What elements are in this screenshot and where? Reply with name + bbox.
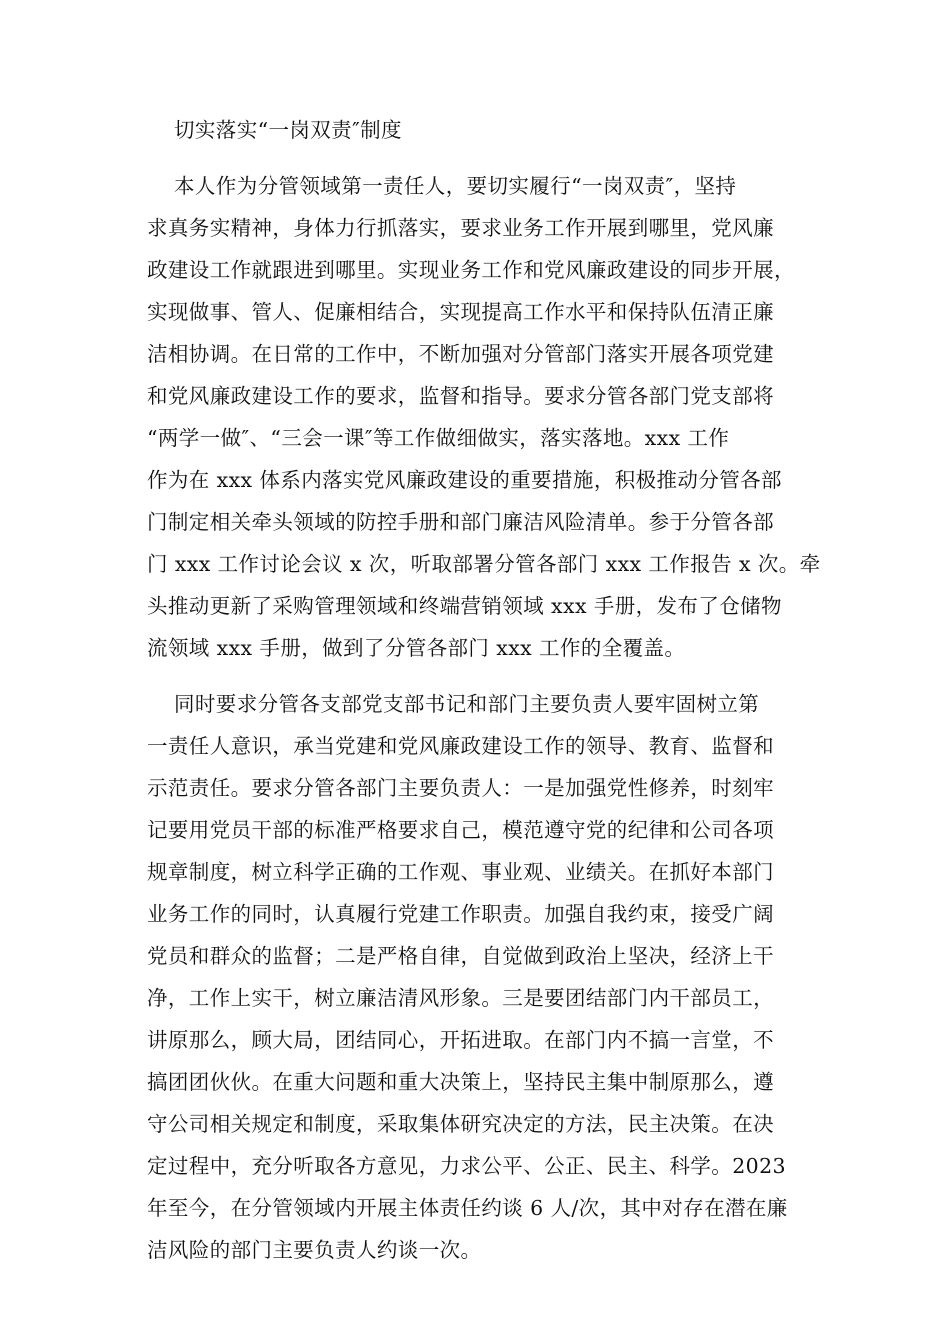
paragraph-line: “两学一做″、“三会一课″等工作做细做实，落实落地。xxx 工作 <box>147 426 730 450</box>
paragraph-line: 流领域 xxx 手册，做到了分管各部门 xxx 工作的全覆盖。 <box>147 636 686 660</box>
paragraph-line: 作为在 xxx 体系内落实党风廉政建设的重要措施，积极推动分管各部 <box>147 468 782 492</box>
paragraph-line: 示范责任。要求分管各部门主要负责人：一是加强党性修养，时刻牢 <box>147 776 774 800</box>
paragraph-line: 搞团团伙伙。在重大问题和重大决策上，坚持民主集中制原那么，遵 <box>147 1070 774 1094</box>
paragraph-line: 一责任人意识，承当党建和党风廉政建设工作的领导、教育、监督和 <box>147 734 774 758</box>
paragraph-line: 业务工作的同时，认真履行党建工作职责。加强自我约束，接受广阔 <box>147 902 774 926</box>
paragraph-line: 洁风险的部门主要负责人约谈一次。 <box>147 1238 482 1262</box>
paragraph-line: 门制定相关牵头领域的防控手册和部门廉洁风险清单。参于分管各部 <box>147 510 774 534</box>
paragraph-line: 讲原那么，顾大局，团结同心，开拓进取。在部门内不搞一言堂，不 <box>147 1028 774 1052</box>
paragraph-line: 本人作为分管领域第一责任人，要切实履行“一岗双责″，坚持 <box>174 174 737 198</box>
paragraph-line: 净，工作上实干，树立廉洁清风形象。三是要团结部门内干部员工， <box>147 986 774 1010</box>
paragraph-line: 年至今，在分管领域内开展主体责任约谈 6 人/次，其中对存在潜在廉 <box>147 1196 788 1220</box>
paragraph-line: 同时要求分管各支部党支部书记和部门主要负责人要牢固树立第 <box>174 692 760 716</box>
paragraph-line: 政建设工作就跟进到哪里。实现业务工作和党风廉政建设的同步开展， <box>147 258 795 282</box>
paragraph-line: 实现做事、管人、促廉相结合，实现提高工作水平和保持队伍清正廉 <box>147 300 774 324</box>
paragraph-line: 记要用党员干部的标准严格要求自己，模范遵守党的纪律和公司各项 <box>147 818 774 842</box>
section-heading: 切实落实“一岗双责″制度 <box>174 118 402 142</box>
paragraph-line: 洁相协调。在日常的工作中，不断加强对分管部门落实开展各项党建 <box>147 342 774 366</box>
paragraph-line: 头推动更新了采购管理领域和终端营销领域 xxx 手册，发布了仓储物 <box>147 594 782 618</box>
paragraph-line: 定过程中，充分听取各方意见，力求公平、公正、民主、科学。2023 <box>147 1154 786 1178</box>
paragraph-line: 门 xxx 工作讨论会议 x 次，听取部署分管各部门 xxx 工作报告 x 次。牵 <box>147 552 821 576</box>
paragraph-line: 规章制度，树立科学正确的工作观、事业观、业绩关。在抓好本部门 <box>147 860 774 884</box>
paragraph-line: 党员和群众的监督；二是严格自律，自觉做到政治上坚决，经济上干 <box>147 944 774 968</box>
paragraph-line: 守公司相关规定和制度，采取集体研究决定的方法，民主决策。在决 <box>147 1112 774 1136</box>
paragraph-line: 和党风廉政建设工作的要求，监督和指导。要求分管各部门党支部将 <box>147 384 774 408</box>
paragraph-line: 求真务实精神，身体力行抓落实，要求业务工作开展到哪里，党风廉 <box>147 216 774 240</box>
